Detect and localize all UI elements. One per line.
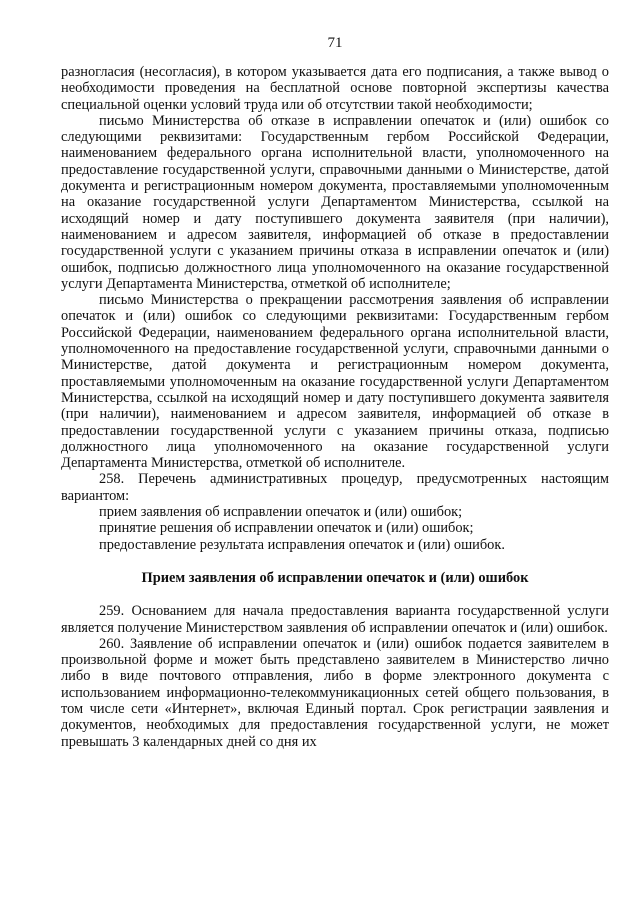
paragraph-259: 259. Основанием для начала предоставления варианта государственной услуги является получение Министерством заявления об исправлении опечаток и (или) ошибок. bbox=[61, 603, 609, 636]
section-heading: Прием заявления об исправлении опечаток и (или) ошибок bbox=[141, 569, 529, 586]
paragraph-258: 258. Перечень административных процедур, предусмотренных настоящим вариантом: bbox=[61, 471, 609, 504]
paragraph-continuation: разногласия (несогласия), в котором указывается дата его подписания, а также вывод о необходимости проведения на бесплатной основе повторной экспертизы качества специальной оценки условий труда или об отсутствии такой необходимости; bbox=[61, 64, 609, 113]
procedure-list bbox=[61, 504, 609, 553]
list-item: предоставление результата исправления опечаток и (или) ошибок. bbox=[99, 536, 505, 553]
document-body bbox=[61, 64, 609, 750]
list-item: прием заявления об исправлении опечаток и (или) ошибок; bbox=[99, 504, 463, 521]
paragraph-260: 260. Заявление об исправлении опечаток и (или) ошибок подается заявителем в произвольной форме и может быть представлено заявителем в Министерство лично либо в виде почтового отправления, либо в форме электронного документа с использованием информационно-телекоммуникационных сетей общего пользования, в том числе сети «Интернет», включая Единый портал. Срок регистрации заявления и документов, необходимых для предоставления государственной услуги, не может превышать 3 календарных дней со дня их bbox=[61, 635, 609, 750]
list-item: принятие решения об исправлении опечаток и (или) ошибок; bbox=[99, 520, 474, 537]
paragraph-termination-letter: письмо Министерства о прекращении рассмотрения заявления об исправлении опечаток и (или) ошибок со следующими реквизитами: Государственным гербом Российской Федерации, наименованием федерального органа исполнительной власти, уполномоченного на предоставление государственной услуги, справочными данными о Министерстве, датой документа и регистрационным номером документа, проставляемыми уполномоченным на оказание государственной услуги Департаментом Министерства, ссылкой на исходящий номер и дату поступившего документа заявителя (при наличии), наименованием и адресом заявителя, информацией об отказе в предоставлении государственной услуги с указанием причины отказа, подписью должностного лица уполномоченного на оказание государственной услуги Департамента Министерства, отметкой об исполнителе. bbox=[61, 292, 609, 472]
page-number: 71 bbox=[327, 35, 343, 51]
paragraph-refusal-letter: письмо Министерства об отказе в исправлении опечаток и (или) ошибок со следующими реквизитами: Государственным гербом Российской Федерации, наименованием федерального органа исполнительной власти, уполномоченного на предоставление государственной услуги, справочными данными о Министерстве, датой документа и регистрационным номером документа, проставляемыми уполномоченным на оказание государственной услуги Департаментом Министерства, ссылкой на исходящий номер и дату поступившего документа заявителя (при наличии), наименованием и адресом заявителя, информацией об отказе в предоставлении государственной услуги с указанием причины отказа в исправлении опечаток и (или) ошибок, подписью должностного лица уполномоченного на оказание государственной услуги Департамента Министерства, отметкой об исполнителе; bbox=[61, 112, 609, 292]
